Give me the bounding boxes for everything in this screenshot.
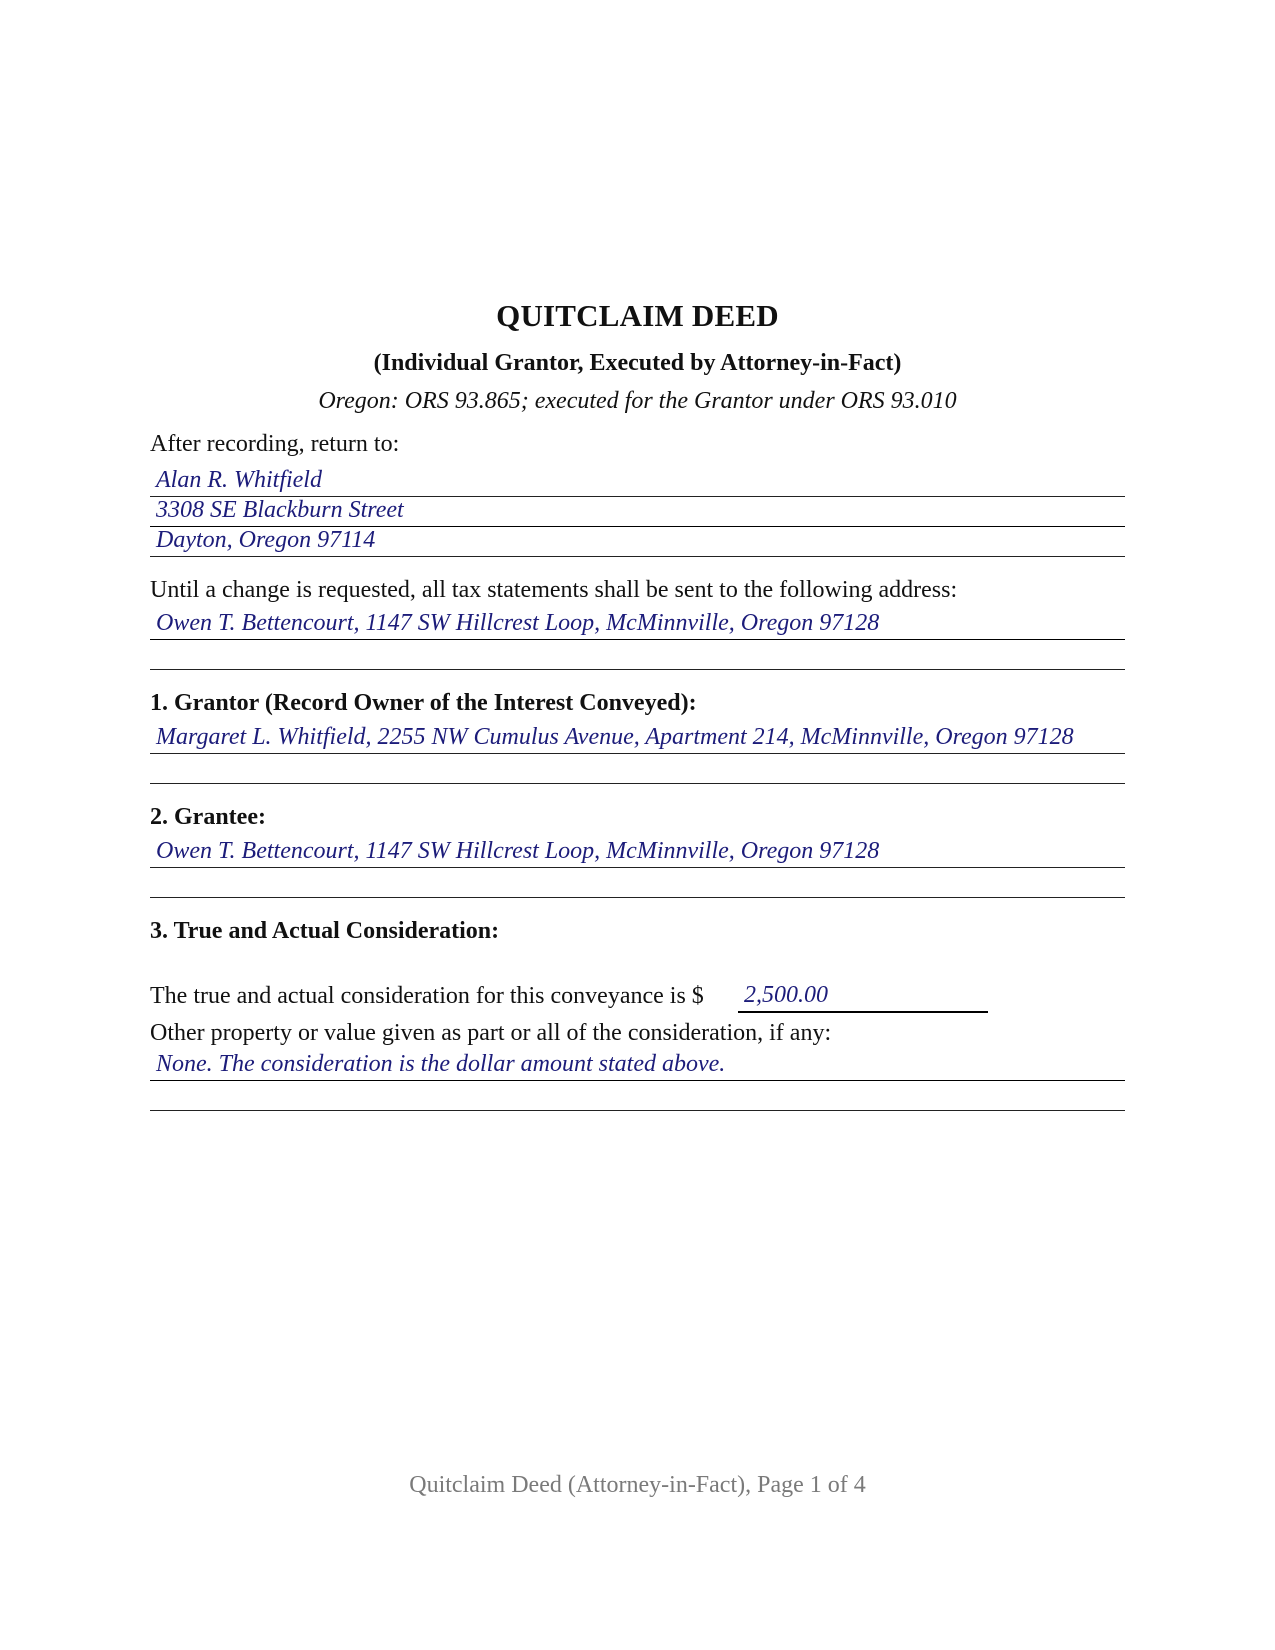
document-subtitle: (Individual Grantor, Executed by Attorney-in-Fact) [373,350,902,376]
deed-page [150,0,1125,1650]
return-to-line-2[interactable] [150,497,1125,527]
tax-address-line-2[interactable] [150,640,1125,670]
document-title: QUITCLAIM DEED [496,298,779,333]
page-footer: Quitclaim Deed (Attorney-in-Fact), Page 1 of 4 [409,1472,866,1498]
consideration-amount-label: The true and actual consideration for this conveyance is $ [150,983,704,1009]
grantor-line-1[interactable] [150,724,1125,754]
return-to-name: Alan R. Whitfield [156,467,322,493]
grantee-text: Owen T. Bettencourt, 1147 SW Hillcrest Loop, McMinnville, Oregon 97128 [156,838,880,864]
other-consideration-line-2[interactable] [150,1081,1125,1111]
consideration-amount-field[interactable] [738,983,988,1013]
grantor-line-2[interactable] [150,754,1125,784]
tax-statements-label: Until a change is requested, all tax statements shall be sent to the following address: [150,577,958,603]
grantee-line-2[interactable] [150,868,1125,898]
tax-address-line-1[interactable] [150,610,1125,640]
return-to-label: After recording, return to: [150,431,400,457]
grantor-heading: 1. Grantor (Record Owner of the Interest Conveyed): [150,690,697,716]
return-to-street: 3308 SE Blackburn Street [156,497,404,523]
grantee-line-1[interactable] [150,838,1125,868]
grantee-heading: 2. Grantee: [150,804,266,830]
consideration-amount-value: 2,500.00 [744,982,828,1008]
return-to-line-3[interactable] [150,527,1125,557]
grantor-text: Margaret L. Whitfield, 2255 NW Cumulus Avenue, Apartment 214, McMinnville, Oregon 97128 [156,724,1074,750]
return-to-line-1[interactable] [150,467,1125,497]
other-consideration-line-1[interactable] [150,1051,1125,1081]
return-to-city: Dayton, Oregon 97114 [156,527,376,553]
other-consideration-text: None. The consideration is the dollar amount stated above. [156,1051,726,1077]
statute-reference: Oregon: ORS 93.865; executed for the Grantor under ORS 93.010 [318,388,957,414]
other-consideration-label: Other property or value given as part or all of the consideration, if any: [150,1020,832,1046]
consideration-heading: 3. True and Actual Consideration: [150,918,500,944]
tax-address-text: Owen T. Bettencourt, 1147 SW Hillcrest Loop, McMinnville, Oregon 97128 [156,610,880,636]
